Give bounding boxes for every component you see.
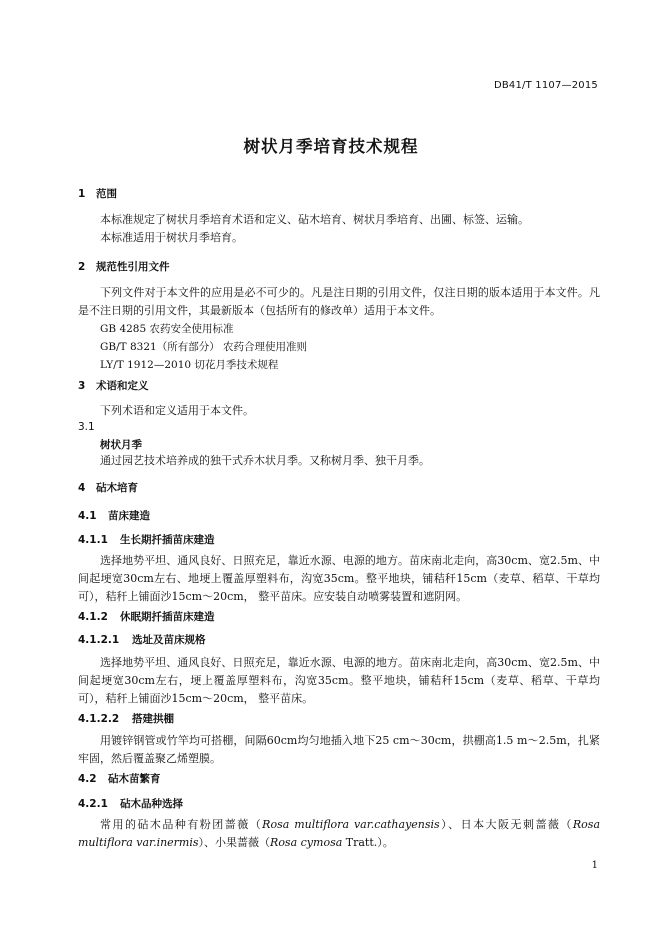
section-title: 休眠期扦插苗床建造 — [120, 611, 215, 623]
paragraph-text: ）、日本大阪无刺蔷薇（ — [439, 818, 573, 831]
paragraph-normative — [78, 284, 600, 320]
paragraph-text: 用镀锌钢管或竹竿均可搭棚，间隔60cm均匀地插入地下25 cm～30cm，拱棚高1.5 m～2.5m，扎紧牢固，然后覆盖聚乙烯塑膜。 — [78, 734, 600, 765]
section-number: 4.1.2 — [78, 611, 108, 623]
section-number: 4.2 — [78, 773, 97, 785]
section-title: 生长期扦插苗床建造 — [120, 534, 215, 546]
section-title: 苗床建造 — [108, 510, 150, 522]
section-number: 4 — [78, 482, 86, 494]
subsection-heading-4-2-1 — [78, 796, 183, 811]
section-number: 4.1.2.1 — [78, 634, 120, 646]
paragraph-terms — [78, 402, 600, 420]
section-number: 4.1.2.2 — [78, 713, 120, 725]
paragraph-text: 选择地势平坦、通风良好、日照充足，靠近水源、电源的地方。苗床南北走向，高30cm、宽2.5m、中间起埂宽30cm左右、地埂上覆盖厚塑料布，沟宽35cm。整平地块，铺秸秆15cm（麦草、稻草、干草均可），秸秆上铺面沙15cm～20cm， 整平苗床。应安装自动喷雾装置和遮阴网。 — [78, 554, 600, 603]
latin-name: Rosa cymosa — [270, 836, 343, 849]
latin-name: Rosa multiflora var.cathayensis — [262, 818, 440, 831]
subsection-heading-4-1-2 — [78, 609, 215, 624]
section-heading-1 — [78, 186, 117, 201]
paragraph-4-1-2-2 — [78, 732, 600, 768]
latin-name: Rosa multiflora var.inermis — [78, 818, 600, 849]
section-heading-2 — [78, 259, 170, 274]
paragraph-text: Tratt.）。 — [342, 836, 394, 849]
document-code: DB41/T 1107—2015 — [493, 80, 598, 91]
term-name: 树状月季 — [100, 439, 142, 451]
page-number: 1 — [591, 860, 598, 871]
term-number: 3.1 — [78, 421, 95, 433]
subsection-heading-4-1 — [78, 508, 150, 523]
document-title: 树状月季培育技术规程 — [243, 137, 419, 156]
section-title: 术语和定义 — [96, 380, 149, 392]
subsection-heading-4-1-2-2 — [78, 711, 174, 726]
paragraph-scope — [78, 211, 600, 247]
term-definition: 通过园艺技术培养成的独干式乔木状月季。又称树月季、独干月季。 — [100, 454, 430, 467]
subsection-heading-4-1-2-1 — [78, 632, 206, 647]
paragraph-text: ）、小果蔷薇（ — [198, 836, 271, 849]
section-number: 4.1.1 — [78, 534, 108, 546]
paragraph-text: 本标准规定了树状月季培育术语和定义、砧木培育、树状月季培育、出圃、标签、运输。 — [100, 213, 529, 226]
section-number: 2 — [78, 261, 86, 273]
subsection-heading-4-1-1 — [78, 532, 215, 547]
paragraph-text: 下列术语和定义适用于本文件。 — [100, 404, 254, 417]
section-title: 选址及苗床规格 — [132, 634, 206, 646]
section-title: 范围 — [96, 188, 117, 200]
section-heading-3 — [78, 378, 149, 393]
paragraph-4-1-1 — [78, 552, 600, 606]
section-title: 砧木培育 — [96, 482, 138, 494]
section-title: 搭建拱棚 — [132, 713, 174, 725]
reference-item: GB/T 8321（所有部分） 农药合理使用准则 — [100, 341, 308, 353]
paragraph-text: 下列文件对于本文件的应用是必不可少的。凡是注日期的引用文件，仅注日期的版本适用于本文件。凡是不注日期的引用文件，其最新版本（包括所有的修改单）适用于本文件。 — [78, 286, 600, 317]
paragraph-text: 本标准适用于树状月季培育。 — [100, 231, 243, 244]
paragraph-4-1-2-1 — [78, 654, 600, 708]
section-number: 4.2.1 — [78, 798, 108, 810]
reference-item: GB 4285 农药安全使用标准 — [100, 323, 234, 335]
section-title: 砧木品种选择 — [120, 798, 183, 810]
reference-item: LY/T 1912—2010 切花月季技术规程 — [100, 359, 279, 371]
section-number: 1 — [78, 188, 86, 200]
subsection-heading-4-2 — [78, 771, 161, 786]
paragraph-text: 常用的砧木品种有粉团蔷薇（ — [100, 818, 263, 831]
paragraph-text: 选择地势平坦、通风良好、日照充足，靠近水源、电源的地方。苗床南北走向，高30cm、宽2.5m、中间起埂宽30cm左右，埂上覆盖厚塑料布，沟宽35cm。整平地块，铺秸秆15cm（麦草、稻草、干草均可），秸秆上铺面沙15cm～20cm， 整平苗床。 — [78, 656, 600, 705]
section-number: 3 — [78, 380, 86, 392]
paragraph-4-2-1 — [78, 816, 600, 852]
section-number: 4.1 — [78, 510, 97, 522]
section-title: 砧木苗繁育 — [108, 773, 161, 785]
section-heading-4 — [78, 480, 138, 495]
section-title: 规范性引用文件 — [96, 261, 170, 273]
